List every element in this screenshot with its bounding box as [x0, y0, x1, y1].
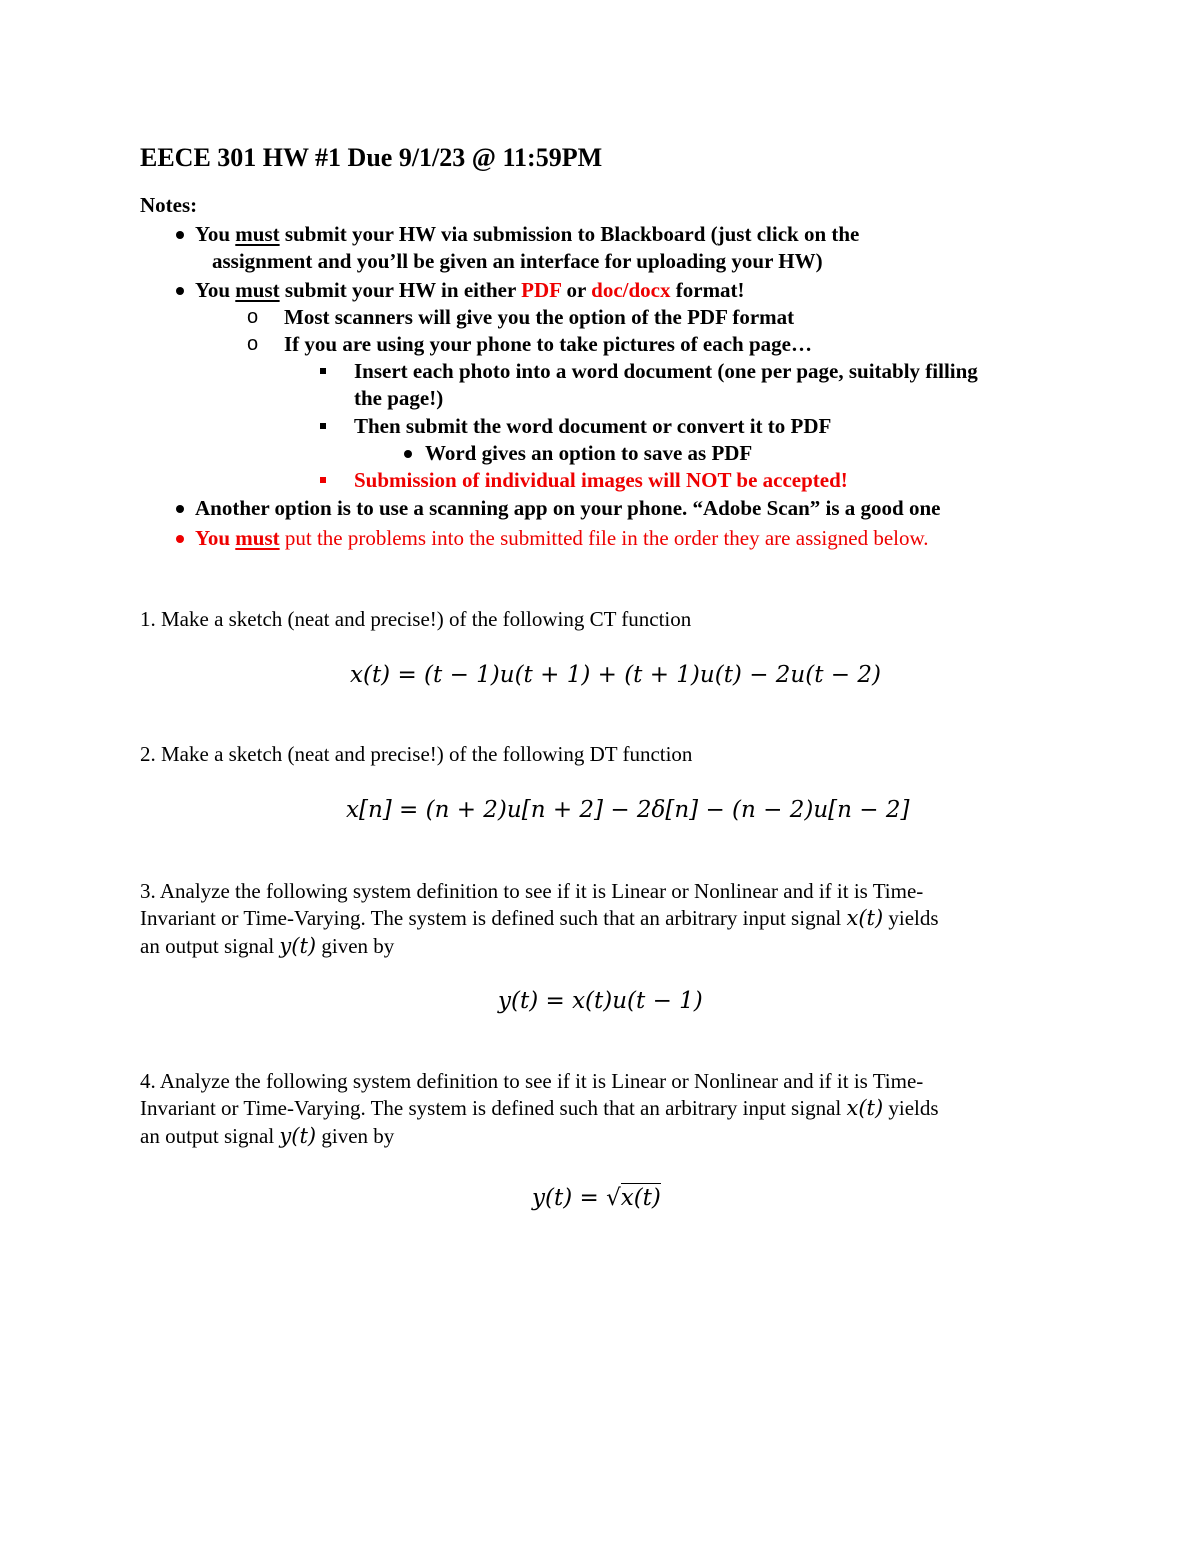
square-bullet-icon — [320, 477, 326, 483]
note-insert-photo-line2: the page!) — [354, 386, 444, 410]
problem-2-equation: x[n] = (n + 2)u[n + 2] − 2δ[n] − (n − 2)u[n − 2] — [346, 797, 910, 823]
problem-1: 1. Make a sketch (neat and precise!) of the following CT function — [140, 607, 692, 631]
problem-3-line2: Invariant or Time-Varying. The system is defined such that an arbitrary input signal x(t) yields — [140, 906, 939, 930]
problem-4-line1: 4. Analyze the following system definition to see if it is Linear or Nonlinear and if it is Time- — [140, 1069, 924, 1093]
square-bullet-icon — [320, 423, 326, 429]
note-warning: Submission of individual images will NOT be accepted! — [354, 468, 848, 492]
bullet-icon — [404, 450, 412, 458]
problem-2: 2. Make a sketch (neat and precise!) of the following DT function — [140, 742, 693, 766]
bullet-icon — [176, 287, 184, 295]
note-save-pdf: Word gives an option to save as PDF — [425, 441, 753, 465]
problem-3-line1: 3. Analyze the following system definition to see if it is Linear or Nonlinear and if it is Time- — [140, 879, 924, 903]
note-insert-photo: Insert each photo into a word document (one per page, suitably filling — [354, 359, 978, 383]
problem-3-line3: an output signal y(t) given by — [140, 934, 395, 958]
bullet-icon — [176, 505, 184, 513]
sqrt-icon: √ — [606, 1185, 621, 1211]
note-blackboard-line2: assignment and you’ll be given an interface for uploading your HW) — [212, 249, 823, 273]
note-blackboard: You must submit your HW via submission to Blackboard (just click on the — [195, 222, 860, 246]
note-format: You must submit your HW in either PDF or doc/docx format! — [195, 278, 745, 302]
square-bullet-icon — [320, 368, 326, 374]
note-phone: If you are using your phone to take pictures of each page… — [284, 332, 812, 356]
circle-bullet-icon: o — [247, 306, 259, 328]
problem-4-equation: y(t) = √x(t) — [532, 1185, 661, 1211]
note-submit-word: Then submit the word document or convert it to PDF — [354, 414, 832, 438]
note-adobe-scan: Another option is to use a scanning app on your phone. “Adobe Scan” is a good one — [195, 496, 941, 520]
problem-1-equation: x(t) = (t − 1)u(t + 1) + (t + 1)u(t) − 2u(t − 2) — [350, 662, 881, 688]
page-title: EECE 301 HW #1 Due 9/1/23 @ 11:59PM — [140, 143, 603, 172]
problem-4-line2: Invariant or Time-Varying. The system is defined such that an arbitrary input signal x(t) yields — [140, 1096, 939, 1120]
bullet-icon — [176, 535, 184, 543]
note-order: You must put the problems into the submitted file in the order they are assigned below. — [195, 526, 929, 550]
note-scanners: Most scanners will give you the option of the PDF format — [284, 305, 795, 329]
problem-4-line3: an output signal y(t) given by — [140, 1124, 395, 1148]
notes-heading: Notes: — [140, 193, 198, 217]
bullet-icon — [176, 231, 184, 239]
problem-3-equation: y(t) = x(t)u(t − 1) — [498, 988, 703, 1014]
circle-bullet-icon: o — [247, 333, 259, 355]
